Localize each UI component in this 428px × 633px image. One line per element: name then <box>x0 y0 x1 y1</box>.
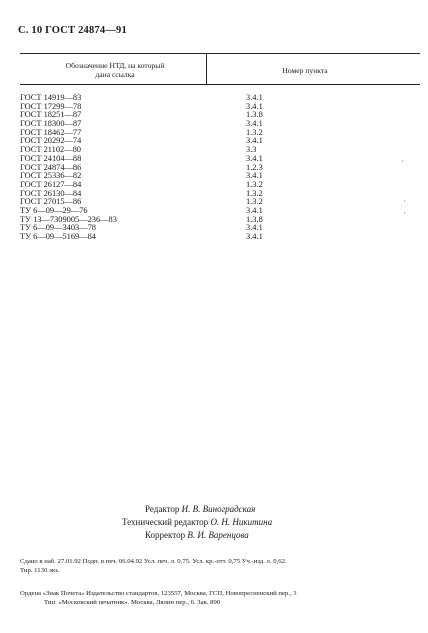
clause-cell: 3.4.1 <box>246 153 263 163</box>
publisher-line1: Ордена «Знак Почета» Издательство стандартов, 123557, Москва, ГСП, Новопресненский пер., 3 <box>20 590 297 597</box>
document-cell: ГОСТ 14919—83 <box>20 93 82 102</box>
reference-table-body <box>20 94 420 242</box>
clause-cell: 1.3.8 <box>246 214 263 224</box>
document-cell: ГОСТ 20292—74 <box>20 136 82 146</box>
column-header-clause: Номер пункта <box>282 66 328 75</box>
document-cell: ГОСТ 26130—84 <box>20 188 82 198</box>
clause-cell: 3.4.1 <box>246 205 263 215</box>
document-cell: ТУ 6—09—5169—84 <box>20 232 96 241</box>
publisher-block <box>20 590 420 607</box>
document-cell: ГОСТ 24104—88 <box>20 153 82 163</box>
proofreader-role: Корректор <box>145 530 186 540</box>
document-cell: ТУ 13—7309005—236—83 <box>20 214 117 224</box>
clause-cell: 3.4.1 <box>246 232 263 241</box>
editor-name: И. В. Виноградская <box>181 504 256 514</box>
clause-cell: 1.2.3 <box>246 162 263 172</box>
editor-line <box>145 503 255 515</box>
table-column-divider <box>206 53 207 84</box>
editor-role: Редактор <box>145 504 180 514</box>
proofreader-name: В. И. Варенцова <box>187 530 249 540</box>
document-cell: ГОСТ 18300—87 <box>20 119 82 129</box>
column-header-document <box>30 61 200 79</box>
table-top-rule <box>20 53 420 54</box>
clause-cell: 1.3.8 <box>246 110 263 120</box>
table-header-rule <box>20 84 420 85</box>
proofreader-line <box>145 529 249 541</box>
document-cell: ТУ 6—09—3403—78 <box>20 223 96 233</box>
document-cell: ГОСТ 26127—84 <box>20 179 82 189</box>
clause-cell: 3.4.1 <box>246 119 263 129</box>
scan-mark: ' <box>404 200 406 207</box>
clause-cell: 3.4.1 <box>246 171 263 181</box>
tech-editor-role: Технический редактор <box>122 517 209 527</box>
document-cell: ГОСТ 17299—78 <box>20 101 82 111</box>
document-cell: ГОСТ 21102—80 <box>20 145 81 155</box>
clause-cell: 3.4.1 <box>246 223 263 233</box>
imprint-line1: Сдано в наб. 27.01.92 Подп. в печ. 06.04.92 Усл. печ. л. 0,75. Усл. кр.-отт. 0,75 Уч.-изд. л. 0,62. <box>20 558 287 565</box>
clause-cell: 1.3.2 <box>246 179 263 189</box>
clause-cell: 3.4.1 <box>246 101 263 111</box>
document-cell: ГОСТ 18462—77 <box>20 127 82 137</box>
imprint-block <box>20 558 420 575</box>
document-cell: ТУ 6—09—29—76 <box>20 205 88 215</box>
publisher-line2: Тип. «Московский печатник». Москва, Лялин пер., 6. Зак. 890 <box>44 598 221 606</box>
document-cell: ГОСТ 25336—82 <box>20 171 82 181</box>
tech-editor-line <box>122 516 272 528</box>
page-header: С. 10 ГОСТ 24874—91 <box>18 25 127 36</box>
clause-cell: 1.3.2 <box>246 127 263 137</box>
document-cell: ГОСТ 18251—87 <box>20 110 82 120</box>
column-header-document-line2: дана ссылка <box>95 70 135 79</box>
clause-cell: 1.3.2 <box>246 197 263 207</box>
document-cell: ГОСТ 27015—86 <box>20 197 82 207</box>
clause-cell: 3.4.1 <box>246 93 263 102</box>
table-row <box>20 233 420 242</box>
clause-cell: 3.4.1 <box>246 136 263 146</box>
clause-cell: 3.3 <box>246 145 257 155</box>
tech-editor-name: О. Н. Никитина <box>210 517 273 527</box>
column-header-document-line1: Обозначение НТД, на который <box>65 61 165 70</box>
document-cell: ГОСТ 24874—86 <box>20 162 82 172</box>
imprint-line2: Тир. 1130 экз. <box>20 566 60 574</box>
scan-mark: ' <box>404 212 406 219</box>
clause-cell: 1.3.2 <box>246 188 263 198</box>
scan-mark: ' <box>402 160 404 167</box>
